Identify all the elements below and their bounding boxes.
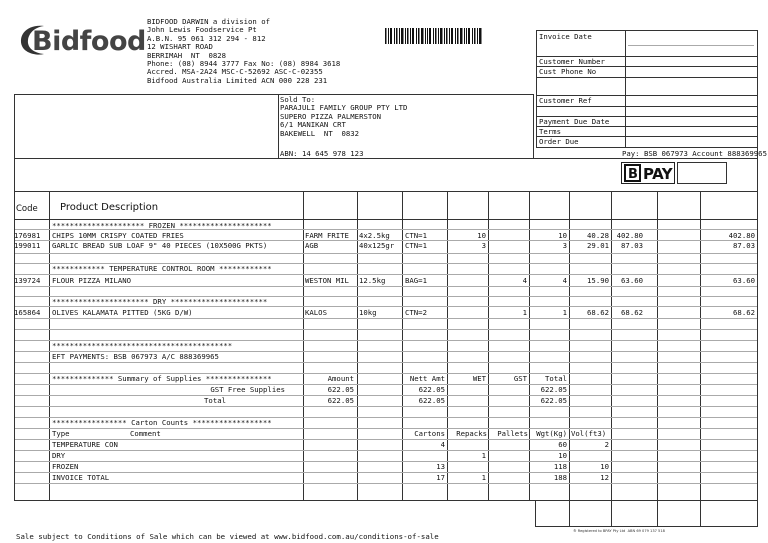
- company-address: [147, 18, 340, 85]
- company-line-8: Bidfood Australia Limited ACN 000 228 231: [147, 75, 328, 85]
- carton-comment-label: Comment: [130, 429, 161, 438]
- carton-row-cartons: 13: [436, 462, 445, 471]
- row-ext: 402.80: [616, 231, 643, 240]
- row-total: 87.03: [733, 241, 755, 250]
- row-pack: 12.5kg: [359, 276, 386, 285]
- summary-total-label: Total: [545, 374, 567, 383]
- summary-amount-label: Amount: [327, 374, 354, 383]
- row-ext: 63.60: [621, 276, 643, 285]
- bidfood-logo: [14, 20, 146, 60]
- label-order-due: Order Due: [539, 137, 579, 146]
- bpay-text: PAY: [643, 165, 673, 183]
- row-ordered: 10: [477, 231, 486, 240]
- company-line-3: A.B.N. 95 061 312 294 - 812: [147, 33, 266, 43]
- summary-line-label: GST Free Supplies: [210, 385, 285, 394]
- carton-row-type: INVOICE TOTAL: [52, 473, 110, 482]
- row-brand: WESTON MIL: [305, 276, 349, 285]
- carton-row-wgt: 60: [558, 440, 567, 449]
- bpay-registration-note: ® Registered to BPAY Pty Ltd ABN 69 079 137 518: [573, 529, 665, 533]
- header-code: Code: [16, 204, 38, 214]
- pay-line: Pay: BSB 067973 Account 888369965: [622, 149, 767, 158]
- carton-row-wgt: 118: [553, 462, 567, 471]
- barcode: [385, 28, 483, 44]
- row-unit: CTN=2: [405, 308, 427, 317]
- carton-col-cartons: Cartons: [414, 429, 445, 438]
- carton-row-vol: 10: [600, 462, 609, 471]
- row-desc: GARLIC BREAD SUB LOAF 9" 40 PIECES (10X500G PKTS): [52, 241, 268, 250]
- row-code: 139724: [14, 276, 41, 285]
- row-brand: FARM FRITE: [305, 231, 349, 240]
- label-terms: Terms: [539, 127, 561, 136]
- row-ext: 68.62: [621, 308, 643, 317]
- row-qty2: 1: [522, 308, 527, 317]
- barcode-bars: [385, 28, 483, 44]
- summary-nett-label: Nett Amt: [409, 374, 445, 383]
- label-invoice-date: Invoice Date: [539, 32, 592, 41]
- summary-line-amount: 622.05: [327, 396, 354, 405]
- row-total: 63.60: [733, 276, 755, 285]
- row-brand: KALOS: [305, 308, 327, 317]
- conditions-of-sale: Sale subject to Conditions of Sale which can be viewed at www.bidfood.com.au/conditions-of-sale: [16, 532, 439, 541]
- carton-col-repacks: Repacks: [456, 429, 487, 438]
- row-price: 68.62: [587, 308, 609, 317]
- sold-to-line-3: 6/1 MANIKAN CRT: [280, 120, 346, 130]
- row-qty2: 4: [522, 276, 527, 285]
- company-line-7: Accred. MSA-2A24 MSC-C-52692 ASC-C-02355: [147, 67, 323, 77]
- carton-row-wgt: 188: [553, 473, 567, 482]
- row-total: 402.80: [728, 231, 755, 240]
- label-payment-due: Payment Due Date: [539, 117, 610, 126]
- carton-row-type: FROZEN: [52, 462, 79, 471]
- summary-line-nett: 622.05: [418, 385, 445, 394]
- row-supplied: 3: [562, 241, 567, 250]
- row-code: 176981: [14, 231, 41, 240]
- row-code: 165864: [14, 308, 41, 317]
- company-line-6: Phone: (08) 8944 3777 Fax No: (08) 8984 3618: [147, 59, 341, 69]
- carton-row-type: DRY: [52, 451, 66, 460]
- carton-type-label: Type: [52, 429, 70, 438]
- sold-to-block: [280, 96, 407, 138]
- company-line-4: 12 WISHART ROAD: [147, 42, 213, 52]
- row-pack: 40x125gr: [359, 241, 395, 250]
- carton-row-vol: 2: [604, 440, 609, 449]
- carton-row-cartons: 4: [440, 440, 445, 449]
- label-customer-ref: Customer Ref: [539, 96, 592, 105]
- svg-text:B: B: [628, 167, 638, 182]
- bpay-ref-box: [677, 162, 727, 184]
- row-unit: BAG=1: [405, 276, 427, 285]
- carton-col-wgt: Wgt(Kg): [536, 429, 567, 438]
- eft-payments: EFT PAYMENTS: BSB 067973 A/C 888369965: [52, 352, 219, 361]
- summary-line-nett: 622.05: [418, 396, 445, 405]
- company-line-5: BERRIMAH NT 0828: [147, 50, 227, 60]
- invoice-fields-box: [536, 30, 758, 148]
- carton-row-cartons: 17: [436, 473, 445, 482]
- row-desc: CHIPS 10MM CRISPY COATED FRIES: [52, 231, 184, 240]
- header-product-description: Product Description: [60, 202, 159, 213]
- row-unit: CTN=1: [405, 231, 427, 240]
- row-pack: 10kg: [359, 308, 377, 317]
- label-cust-phone: Cust Phone No: [539, 67, 597, 76]
- label-customer-number: Customer Number: [539, 57, 605, 66]
- carton-row-type: TEMPERATURE CON: [52, 440, 118, 449]
- row-unit: CTN=1: [405, 241, 427, 250]
- section-dry: ********************** DRY **********************: [52, 297, 268, 306]
- company-line-2: John Lewis Foodservice Pt: [147, 25, 257, 35]
- carton-row-repacks: 1: [481, 451, 486, 460]
- separator-line: *****************************************: [52, 341, 233, 350]
- logo-text: Bidfood: [32, 26, 146, 57]
- carton-row-wgt: 10: [558, 451, 567, 460]
- summary-gst-label: GST: [513, 374, 527, 383]
- carton-header: ***************** Carton Counts ******************: [52, 418, 272, 427]
- summary-header: ************** Summary of Supplies ***************: [52, 374, 272, 383]
- carton-col-vol: Vol(ft3): [571, 429, 607, 438]
- summary-line-total: 622.05: [540, 396, 567, 405]
- summary-line-amount: 622.05: [327, 385, 354, 394]
- row-supplied: 10: [558, 231, 567, 240]
- carton-row-vol: 12: [600, 473, 609, 482]
- row-pack: 4x2.5kg: [359, 231, 390, 240]
- sold-to-abn: ABN: 14 645 978 123: [280, 149, 364, 158]
- sold-to-line-1: PARAJULI FAMILY GROUP PTY LTD: [280, 103, 408, 113]
- sold-to-label: Sold To:: [280, 95, 316, 104]
- bpay-b-icon: [624, 164, 642, 182]
- row-total: 68.62: [733, 308, 755, 317]
- row-ordered: 3: [481, 241, 486, 250]
- summary-line-total: 622.05: [540, 385, 567, 394]
- row-ext: 87.03: [621, 241, 643, 250]
- row-brand: AGB: [305, 241, 319, 250]
- row-desc: FLOUR PIZZA MILANO: [52, 276, 132, 285]
- row-code: 199011: [14, 241, 41, 250]
- carton-col-pallets: Pallets: [497, 429, 528, 438]
- section-frozen: ********************* FROZEN *********************: [52, 221, 272, 230]
- row-supplied: 1: [562, 308, 567, 317]
- summary-wet-label: WET: [472, 374, 486, 383]
- row-price: 15.90: [587, 276, 609, 285]
- carton-row-repacks: 1: [481, 473, 486, 482]
- company-line-1: BIDFOOD DARWIN a division of: [147, 17, 271, 26]
- row-desc: OLIVES KALAMATA PITTED (5KG D/W): [52, 308, 193, 317]
- row-price: 29.01: [587, 241, 609, 250]
- summary-line-label: Total: [204, 396, 226, 405]
- sold-to-line-2: SUPERO PIZZA PALMERSTON: [280, 111, 382, 121]
- row-supplied: 4: [562, 276, 567, 285]
- section-temperature-control: ************ TEMPERATURE CONTROL ROOM ************: [52, 264, 272, 273]
- sold-to-line-4: BAKEWELL NT 0832: [280, 128, 360, 138]
- bpay-logo: [621, 162, 675, 184]
- row-price: 40.28: [587, 231, 609, 240]
